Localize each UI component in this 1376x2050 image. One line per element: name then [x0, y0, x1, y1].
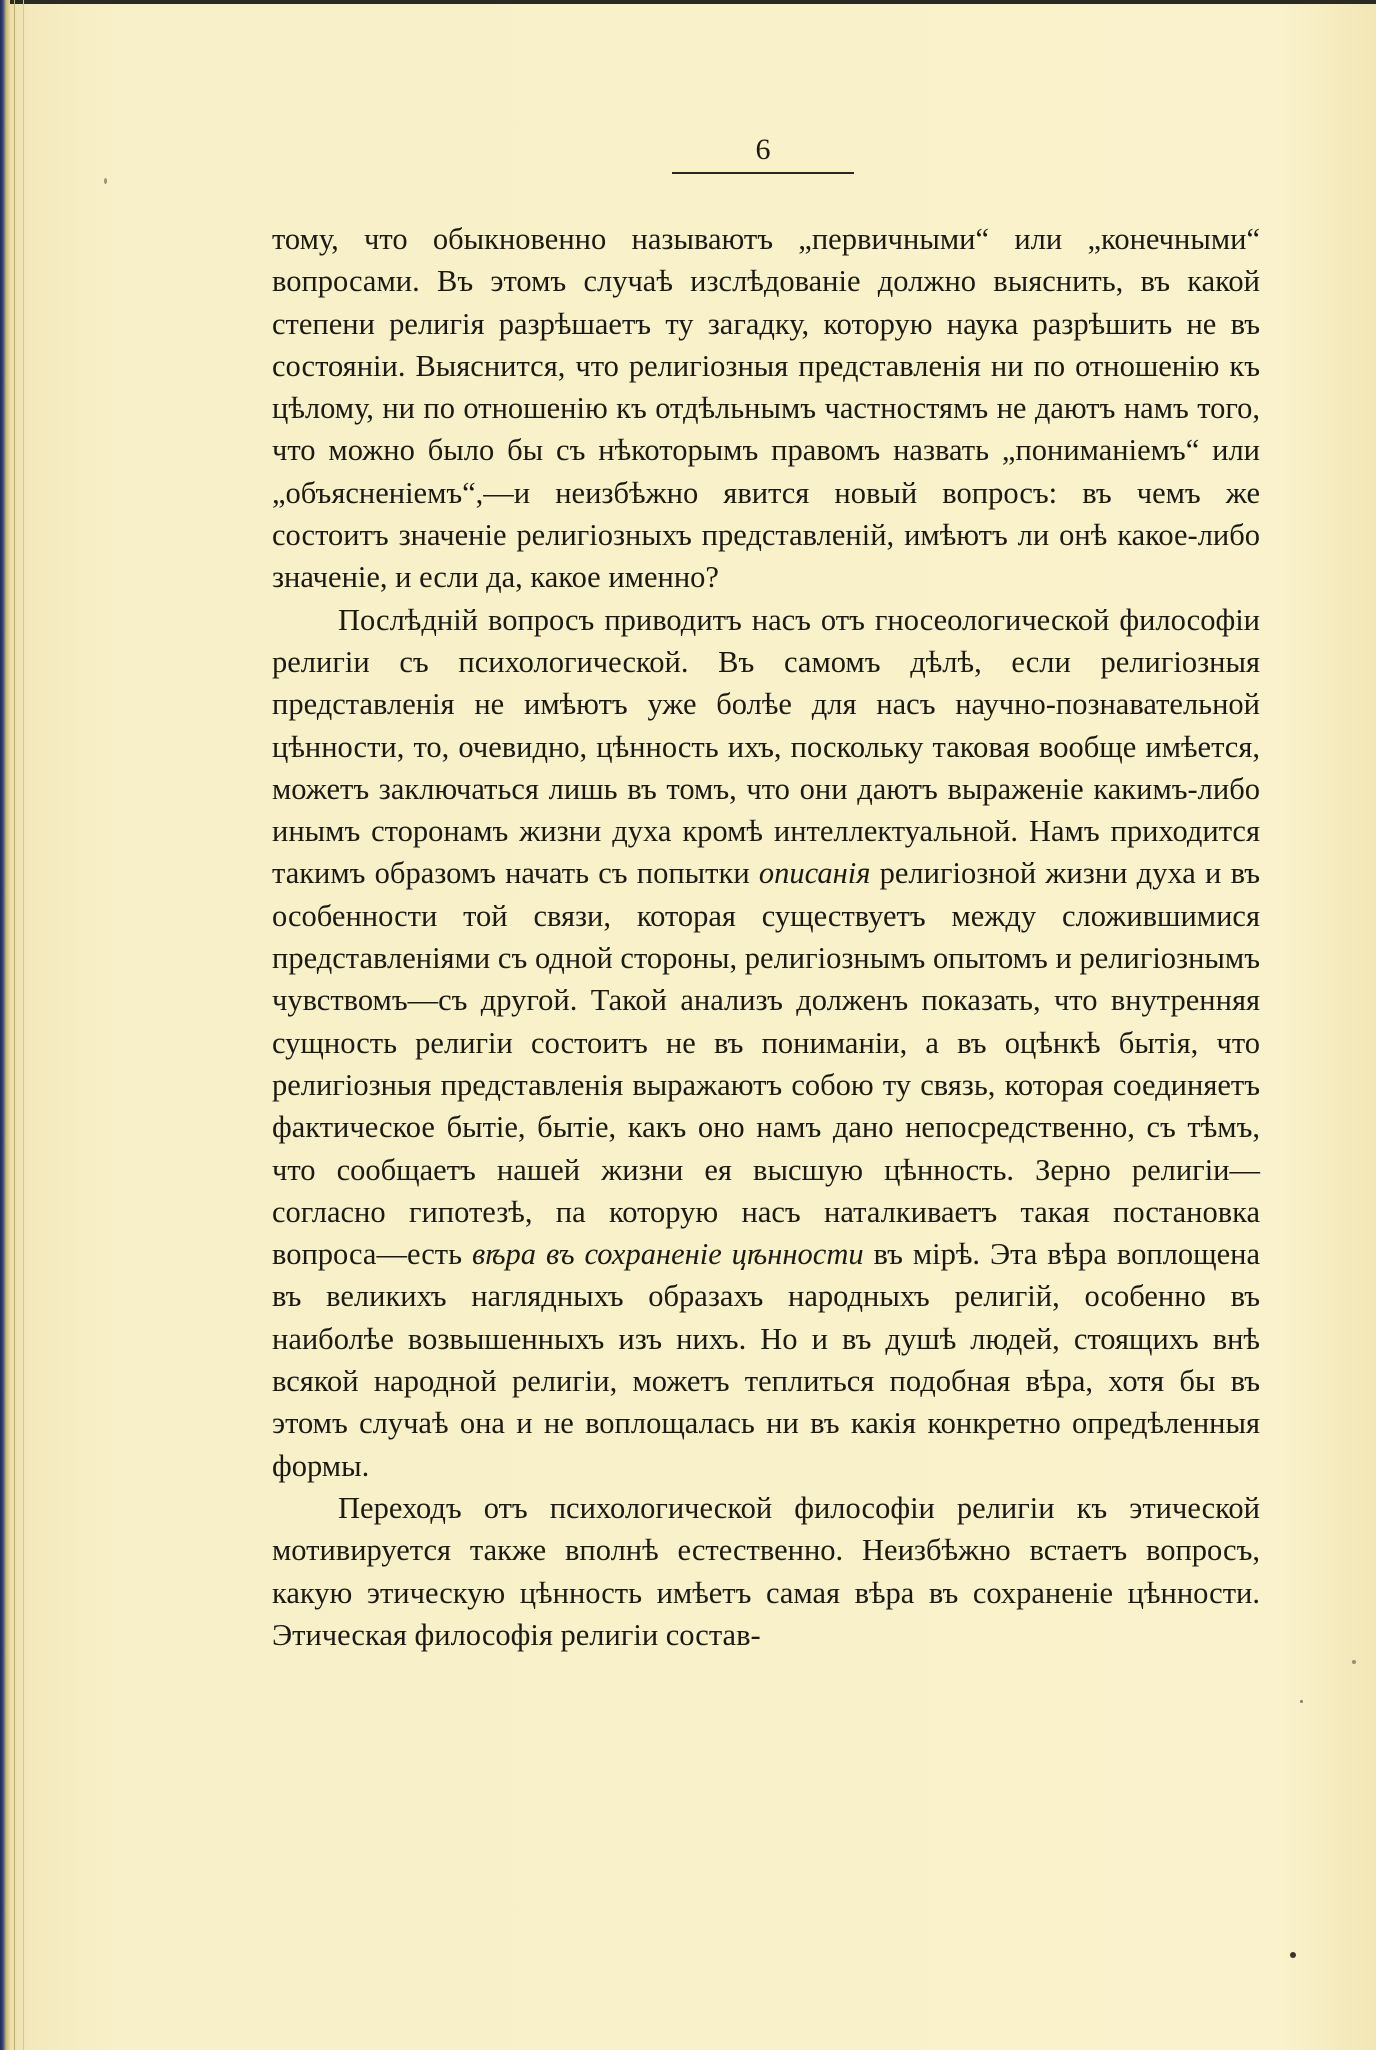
paper-speck — [1300, 1700, 1303, 1703]
page-gutter — [14, 0, 24, 2050]
italic-emphasis: вѣра въ сохраненіе цѣнности — [471, 1237, 864, 1272]
paragraph-2-segment-3: религіозной жизни духа и въ особенности той связи, которая существуетъ между сложившимися представленіями съ одной стороны, религіознымъ опытомъ и религіознымъ чувствомъ—съ другой. Такой анализъ долженъ показать, что внутренняя сущность религіи состоитъ не въ пониманіи, а въ оцѣнкѣ бытія, что религіозныя представленія выражаютъ собою ту связь, которая соединяетъ фактическое бытіе, бытіе, какъ оно намъ дано непосредственно, съ тѣмъ, что сообщаетъ нашей жизни ея высшую цѣнность. Зерно религіи—согласно гипотезѣ, па которую насъ наталкиваетъ такая постановка вопроса—есть — [272, 856, 1261, 1272]
paper-speck — [1290, 1952, 1296, 1958]
paragraph-1 — [272, 218, 1260, 599]
paper-speck — [104, 178, 107, 184]
page-header — [672, 132, 854, 174]
header-rule — [672, 172, 854, 174]
paragraph-2 — [272, 599, 1260, 1487]
paragraph-2-segment-1: Послѣдній вопросъ приводитъ насъ отъ гносеологической философіи религіи съ психологической. Въ самомъ дѣлѣ, если религіозныя представленія не имѣютъ уже болѣе для насъ научно-познавательной цѣнности, то, очевидно, цѣнность ихъ, поскольку таковая вообще имѣется, можетъ заключаться лишь въ томъ, что они даютъ выраженіе какимъ-либо инымъ сторонамъ жизни духа кромѣ интеллектуальной. Намъ приходится такимъ образомъ начать съ попытки — [272, 602, 1260, 891]
paragraph-1-segment-1: тому, что обыкновенно называютъ „первичными“ или „конечными“ вопросами. Въ этомъ случаѣ изслѣдованіе должно выяснить, въ какой степени религія разрѣшаетъ ту загадку, которую наука разрѣшить не въ состояніи. Выяснится, что религіозныя представленія ни по отношенію къ цѣлому, ни по отношенію къ отдѣльнымъ частностямъ не даютъ намъ того, что можно было бы съ нѣкоторымъ правомъ назвать „пониманіемъ“ или „объясненіемъ“,—и неизбѣжно явится новый вопросъ: въ чемъ же состоитъ значеніе религіозныхъ представленій, имѣютъ ли онѣ какое-либо значеніе, и если да, какое именно? — [272, 222, 1260, 595]
italic-emphasis: описанія — [758, 856, 871, 891]
paper-speck — [1352, 1660, 1356, 1664]
body-text — [272, 218, 1260, 1656]
book-spine-edge — [0, 0, 10, 2050]
paragraph-3-segment-1: Переходъ отъ психологической философіи религіи къ этической мотивируется также вполнѣ естественно. Неизбѣжно встаетъ вопросъ, какую этическую цѣнность имѣетъ самая вѣра въ сохраненіе цѣнности. Этическая философія религіи состав- — [272, 1490, 1260, 1652]
paragraph-3 — [272, 1487, 1260, 1656]
paragraph-2-segment-5: въ мірѣ. Эта вѣра воплощена въ великихъ наглядныхъ образахъ народныхъ религій, особенно въ наиболѣе возвышенныхъ изъ нихъ. Но и въ душѣ людей, стоящихъ внѣ всякой народной религіи, можетъ теплиться подобная вѣра, хотя бы въ этомъ случаѣ она и не воплощалась ни въ какія конкретно опредѣленныя формы. — [272, 1237, 1260, 1483]
scan-top-edge — [0, 0, 1376, 4]
page-number: 6 — [755, 133, 771, 166]
